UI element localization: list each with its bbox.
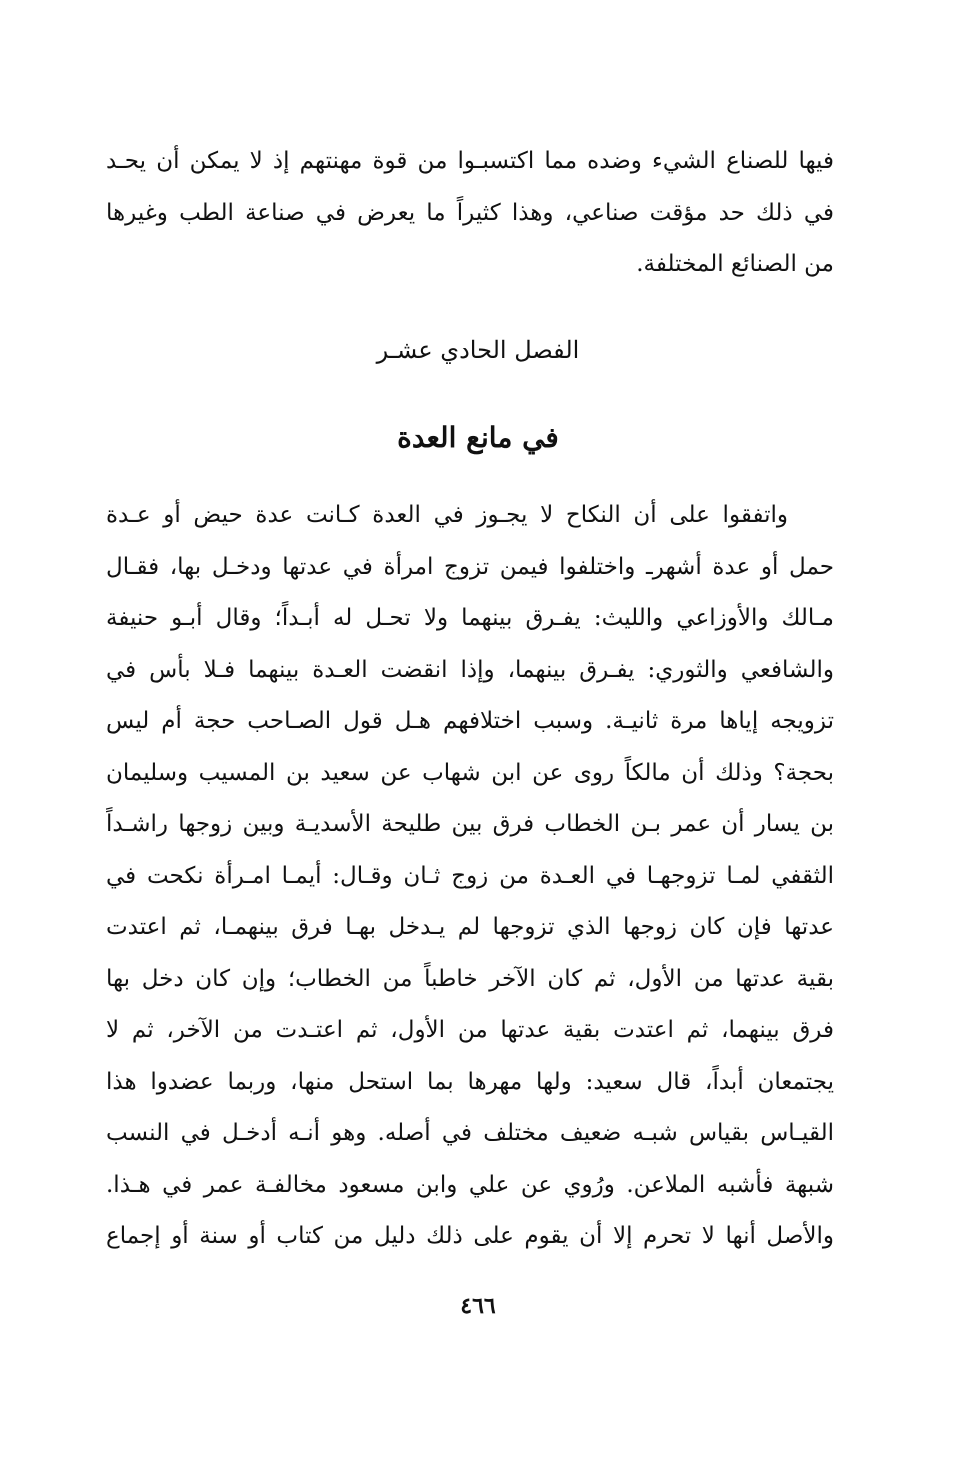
text-line: الثقفي لمـا تزوجهـا في العـدة من زوج ثـان وقـال: أيمـا امـرأة نكحت في [106,862,834,889]
text-line: مـالك والأوزاعي والليث: يفـرق بينهما ولا تحـل له أبـداً؛ وقال أبـو حنيفة [106,605,834,631]
text-line: القيـاس بقياس شبـه ضعيف مختلف في أصله. وهو أنـه أدخـل في النسب [106,1120,834,1146]
text-line: واتفقوا على أن النكاح لا يجـوز في العدة كـانت عدة حيض أو عـدة [106,502,788,528]
text-line: بحجة؟ وذلك أن مالكاً روى عن ابن شهاب عن سعيد بن المسيب وسليمان [106,759,834,786]
text-line: في ذلك حد مؤقت صناعي، وهذا كثيراً ما يعرض في صناعة الطب وغيرها [106,199,834,226]
text-line: تزويجه إياها مرة ثانيـة. وسبب اختلافهم هـل قول الصـاحب حجة أم ليس [106,708,834,734]
text-line: بقية عدتها من الأول، ثم كان الآخر خاطباً من الخطاب؛ وإن كان دخل بها [106,965,834,992]
text-line: فيها للصناع الشيء وضده مما اكتسبـوا من قوة مهنتهم إذ لا يمكن أن يحـد [106,148,834,174]
intro-paragraph [106,136,834,291]
text-line: يجتمعان أبداً، قال سعيد: ولها مهرها بما استحل منها، وربما عضدوا هذا [106,1068,834,1095]
section-title: في مانع العدة [397,421,559,454]
text-line: فرق بينهما، ثم اعتدت بقية عدتها من الأول، ثم اعتـدت من الآخر، ثم لا [106,1017,834,1043]
body-paragraph [106,490,834,1263]
text-line: من الصنائع المختلفة. [636,251,834,277]
chapter-heading: الفصل الحادي عشـر [376,336,580,364]
page-number: ٤٦٦ [460,1293,496,1319]
text-line: والشافعي والثوري: يفـرق بينهما، وإذا انقضت العـدة بينهما فـلا بأس في [106,656,834,683]
text-line: شبهة فأشبه الملاعن. ورُوي عن علي وابن مسعود مخالفـة عمر في هـذا. [106,1171,834,1198]
text-line: حمل أو عدة أشهرـ واختلفوا فيمن تزوج امرأة في عدتها ودخـل بها، فقـال [106,553,834,580]
text-line: بن يسار أن عمر بـن الخطاب فرق بين طليحة الأسديـة وبين زوجها راشـداً [106,811,834,837]
text-line: عدتها فإن كان زوجها الذي تزوجها لم يـدخل بهـا فرق بينهمـا، ثم اعتدت [106,914,834,940]
text-line: والأصل أنها لا تحرم إلا أن يقوم على ذلك دليل من كتاب أو سنة أو إجماع [106,1223,834,1249]
